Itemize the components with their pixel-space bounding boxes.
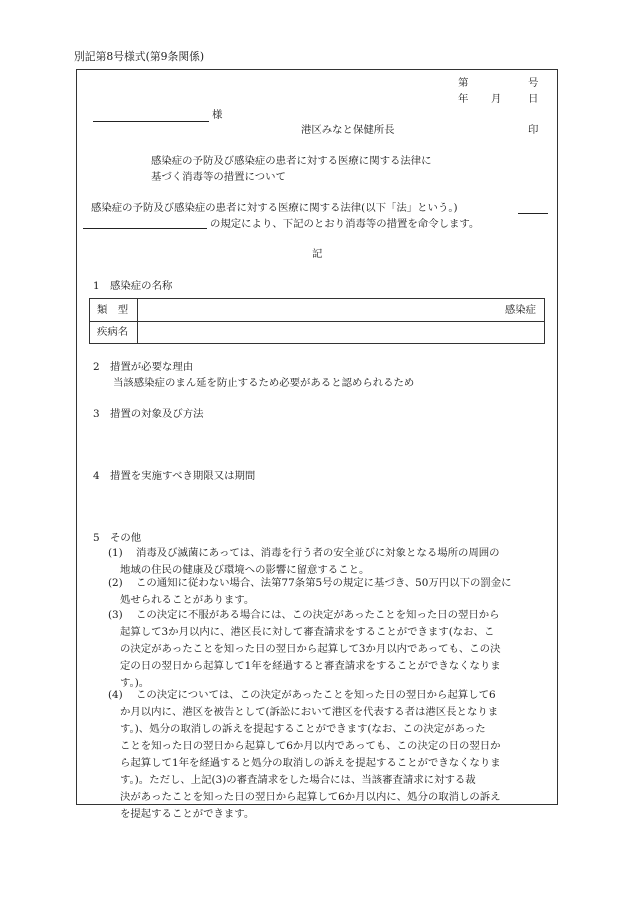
note-3-line: の決定があったことを知った日の翌日から起算して3か月以内であっても、この決 (120, 643, 501, 655)
addressee-suffix: 様 (212, 109, 223, 121)
disease-table-divider (137, 299, 138, 343)
section-2-body: 当該感染症のまん延を防止するため必要があると認められるため (113, 377, 415, 389)
document-title-line-1: 感染症の予防及び感染症の患者に対する医療に関する法律に (151, 155, 432, 167)
note-4-line: を提起することができます。 (120, 808, 255, 820)
note-3-number: (3) (108, 609, 123, 621)
addressee-blank (93, 121, 209, 122)
note-1-line: 消毒及び滅菌にあっては、消毒を行う者の安全並びに対象となる場所の周囲の (136, 547, 500, 559)
disease-name-label: 疾病名 (97, 326, 129, 338)
note-2-line: この通知に従わない場合、法第77条第5号の規定に基づき、50万円以下の罰金に (136, 577, 512, 589)
law-article-blank-2 (83, 228, 207, 229)
law-article-blank-1 (518, 213, 548, 214)
number-prefix: 第 (458, 77, 469, 89)
intro-line-2: の規定により、下記のとおり消毒等の措置を命令します。 (210, 218, 480, 230)
note-2-text (136, 575, 512, 592)
disease-table (89, 298, 545, 344)
date-year: 年 (458, 93, 469, 105)
note-2-line: 処せられることがあります。 (120, 594, 255, 606)
type-label: 類 型 (97, 304, 129, 316)
type-value: 感染症 (504, 304, 536, 316)
note-3-line: 定の日の翌日から起算して1年を経過すると審査請求をすることができなくなりま (120, 660, 501, 672)
note-4-line: ことを知った日の翌日から起算して6か月以内であっても、この決定の日の翌日か (120, 740, 501, 752)
section-4-title: 4 措置を実施すべき期限又は期間 (93, 470, 256, 482)
section-3-title: 3 措置の対象及び方法 (93, 408, 204, 420)
note-1-text (136, 545, 500, 562)
date-month: 月 (491, 93, 502, 105)
note-1-line: 地域の住民の健康及び環境への影響に留意すること。 (120, 564, 370, 576)
document-title-line-2: 基づく消毒等の措置について (151, 171, 286, 183)
note-3-line: この決定に不服がある場合には、この決定があったことを知った日の翌日から (136, 609, 500, 621)
seal-mark: 印 (528, 124, 539, 136)
section-1-title: 1 感染症の名称 (93, 280, 173, 292)
note-4-line: 決があったことを知った日の翌日から起算して6か月以内に、処分の取消しの訴え (120, 791, 501, 803)
ki-heading: 記 (312, 248, 323, 260)
note-4-line: この決定については、この決定があったことを知った日の翌日から起算して6 (136, 689, 496, 701)
note-2-number: (2) (108, 577, 123, 589)
note-1-number: (1) (108, 547, 123, 559)
note-4-text-cont (120, 704, 501, 823)
number-suffix: 号 (528, 77, 539, 89)
note-3-text (136, 607, 500, 624)
note-3-line: す。)。 (120, 677, 150, 689)
intro-line-1: 感染症の予防及び感染症の患者に対する医療に関する法律(以下「法」という。) (91, 202, 458, 214)
date-day: 日 (528, 93, 539, 105)
note-4-number: (4) (108, 689, 123, 701)
issuer-name: 港区みなと保健所長 (301, 124, 395, 136)
note-4-line: す。)。ただし、上記(3)の審査請求をした場合には、当該審査請求に対する裁 (120, 774, 476, 786)
section-2-title: 2 措置が必要な理由 (93, 361, 194, 373)
note-4-text (136, 687, 496, 704)
section-5-title: 5 その他 (93, 532, 142, 544)
disease-table-row (90, 299, 544, 322)
note-4-line: ら起算して1年を経過すると処分の取消しの訴えを提起することができなくなりま (120, 757, 501, 769)
note-4-line: か月以内に、港区を被告として(訴訟において港区を代表する者は港区長となりま (120, 706, 499, 718)
note-4-line: す。)、処分の取消しの訴えを提起することができます(なお、この決定があった (120, 723, 486, 735)
form-label: 別記第8号様式(第9条関係) (74, 50, 205, 63)
note-3-line: 起算して3か月以内に、港区長に対して審査請求をすることができます(なお、こ (120, 626, 495, 638)
note-3-text-cont (120, 624, 501, 692)
